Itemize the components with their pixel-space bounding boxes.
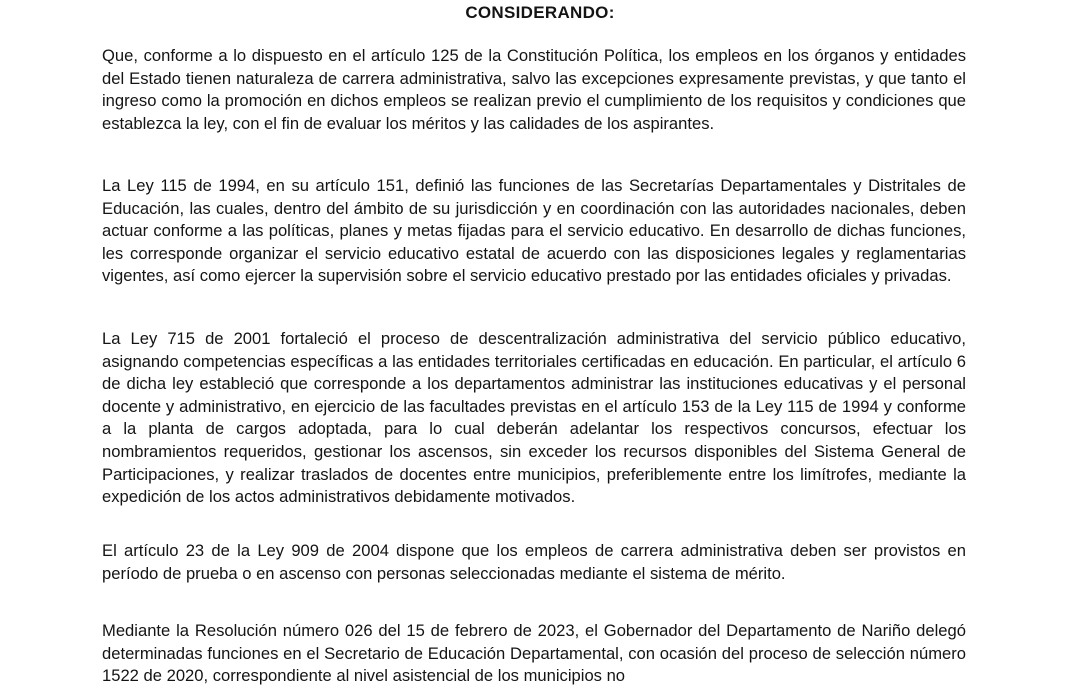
paragraph-2: La Ley 115 de 1994, en su artículo 151, definió las funciones de las Secretarías Departamentales y Distritales de Educación, las cuales, dentro del ámbito de su jurisdicción y en coordinación con las autoridades nacionales, deben actuar conforme a las políticas, planes y metas fijadas para el servicio educativo. En desarrollo de dichas funciones, les corresponde organizar el servicio educativo estatal de acuerdo con las disposiciones legales y reglamentarias vigentes, así como ejercer la supervisión sobre el servicio educativo prestado por las entidades oficiales y privadas.: [102, 176, 966, 286]
paragraph-5: Mediante la Resolución número 026 del 15 de febrero de 2023, el Gobernador del Departamento de Nariño delegó determinadas funciones en el Secretario de Educación Departamental, con ocasión del proceso de selección número 1522 de 2020, correspondiente al nivel asistencial de los municipios no: [102, 621, 966, 686]
paragraph-4: El artículo 23 de la Ley 909 de 2004 dispone que los empleos de carrera administrativa deben ser provistos en período de prueba o en ascenso con personas seleccionadas mediante el sistema de mérito.: [102, 541, 966, 583]
paragraph-3: La Ley 715 de 2001 fortaleció el proceso de descentralización administrativa del servicio público educativo, asignando competencias específicas a las entidades territoriales certificadas en educación. En particular, el artículo 6 de dicha ley estableció que corresponde a los departamentos administrar las instituciones educativas y el personal docente y administrativo, en ejercicio de las facultades previstas en el artículo 153 de la Ley 115 de 1994 y conforme a la planta de cargos adoptada, para lo cual deberán adelantar los respectivos concursos, efectuar los nombramientos requeridos, gestionar los ascensos, sin exceder los recursos disponibles del Sistema General de Participaciones, y realizar traslados de docentes entre municipios, preferiblemente entre los limítrofes, mediante la expedición de los actos administrativos debidamente motivados.: [102, 329, 966, 507]
paragraph-1: Que, conforme a lo dispuesto en el artículo 125 de la Constitución Política, los empleos en los órganos y entidades del Estado tienen naturaleza de carrera administrativa, salvo las excepciones expresamente previstas, y que tanto el ingreso como la promoción en dichos empleos se realizan previo el cumplimiento de los requisitos y condiciones que establezca la ley, con el fin de evaluar los méritos y las calidades de los aspirantes.: [102, 46, 966, 133]
document-heading: CONSIDERANDO:: [465, 3, 615, 22]
